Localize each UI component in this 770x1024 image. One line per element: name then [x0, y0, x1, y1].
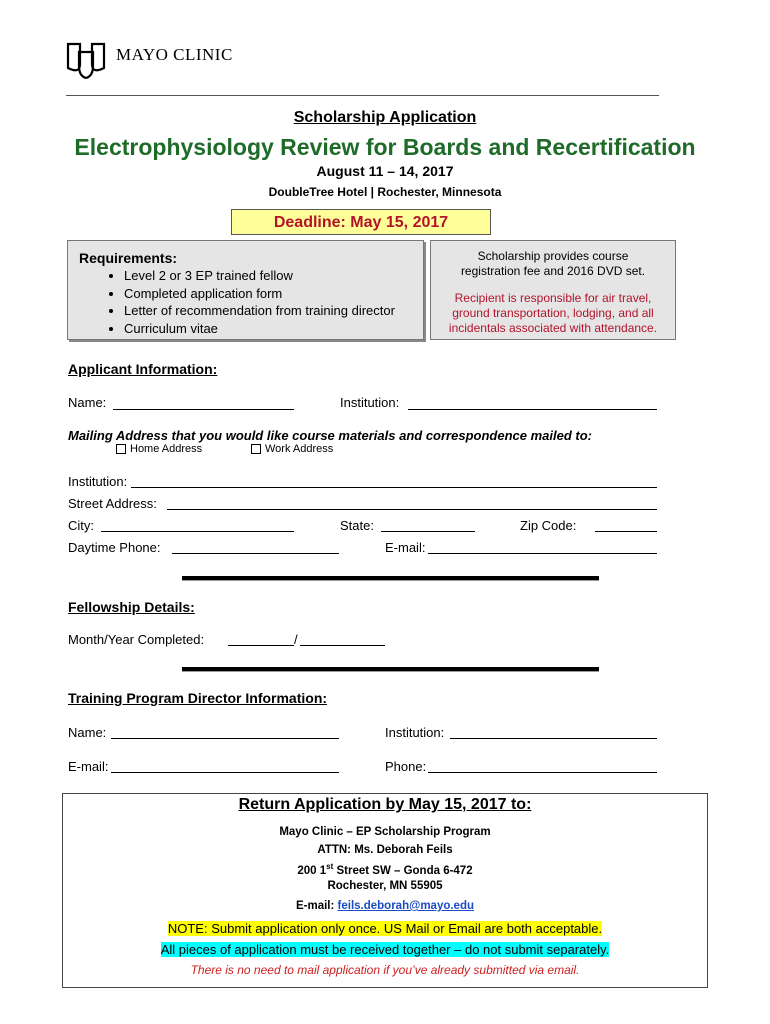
month-year-completed-label: Month/Year Completed:	[68, 632, 205, 647]
return-address-line-1: Mayo Clinic – EP Scholarship Program	[279, 826, 491, 838]
state-label: State:	[340, 518, 374, 533]
director-institution-label: Institution:	[385, 725, 445, 740]
city-field[interactable]	[101, 531, 294, 532]
daytime-phone-field[interactable]	[172, 553, 339, 554]
director-name-label: Name:	[68, 725, 107, 740]
requirements-box	[67, 240, 424, 340]
director-phone-field[interactable]	[428, 772, 657, 773]
applicant-name-label: Name:	[68, 395, 107, 410]
work-address-checkbox[interactable]	[251, 444, 261, 454]
deadline-banner: Deadline: May 15, 2017	[231, 209, 491, 235]
address-institution-label: Institution:	[68, 474, 128, 489]
return-address-line-2: ATTN: Ms. Deborah Feils	[317, 844, 453, 856]
zip-code-field[interactable]	[595, 531, 657, 532]
daytime-phone-label: Daytime Phone:	[68, 540, 161, 555]
scholarship-info-box	[430, 240, 676, 340]
street-ordinal: st	[326, 862, 334, 871]
requirements-list	[76, 267, 395, 337]
work-address-label: Work Address	[265, 443, 334, 455]
fellowship-section-heading: Fellowship Details:	[68, 599, 195, 615]
note-submit-once	[63, 921, 707, 936]
mayo-shield-icon	[66, 42, 106, 80]
form-type-heading: Scholarship Application	[293, 109, 477, 126]
section-divider	[182, 576, 599, 581]
note-submit-once-text: NOTE: Submit application only once. US Mail or Email are both acceptable.	[167, 921, 603, 936]
note-submit-together	[63, 942, 707, 957]
applicant-email-label: E-mail:	[385, 540, 426, 555]
return-email-line	[63, 900, 707, 912]
street-address-field[interactable]	[167, 509, 657, 510]
home-address-label: Home Address	[130, 443, 203, 455]
return-application-box	[62, 793, 708, 988]
list-item: • Level 2 or 3 EP trained fellow	[124, 267, 395, 285]
director-name-field[interactable]	[111, 738, 339, 739]
email-prefix: E-mail:	[295, 900, 338, 912]
home-address-checkbox[interactable]	[116, 444, 126, 454]
return-address-line-3	[63, 862, 707, 877]
state-field[interactable]	[381, 531, 475, 532]
list-item: • Letter of recommendation from training director	[124, 302, 395, 320]
director-institution-field[interactable]	[450, 738, 657, 739]
scholarship-provides-text: Scholarship provides course registration fee and 2016 DVD set.	[460, 249, 646, 278]
return-address-line-4: Rochester, MN 55905	[327, 880, 443, 892]
list-item: • Completed application form	[124, 285, 395, 303]
street-name: Street SW – Gonda 6-472	[333, 864, 473, 877]
street-address-label: Street Address:	[68, 496, 157, 511]
zip-code-label: Zip Code:	[520, 518, 577, 533]
applicant-institution-label: Institution:	[340, 395, 400, 410]
month-completed-field[interactable]	[228, 645, 294, 646]
director-phone-label: Phone:	[385, 759, 427, 774]
applicant-section-heading: Applicant Information:	[68, 361, 218, 377]
requirements-title: Requirements:	[79, 250, 178, 266]
address-institution-field[interactable]	[131, 487, 657, 488]
event-dates: August 11 – 14, 2017	[316, 163, 454, 179]
date-separator: /	[294, 632, 298, 647]
scholarship-responsibility-text: Recipient is responsible for air travel, ground transportation, lodging, and all incidentals associated with attendance.	[448, 291, 658, 335]
street-number: 200 1	[297, 864, 327, 877]
page-title: Electrophysiology Review for Boards and Recertification	[74, 134, 696, 160]
applicant-institution-field[interactable]	[408, 409, 657, 410]
event-venue: DoubleTree Hotel | Rochester, Minnesota	[268, 185, 502, 199]
header-divider	[66, 95, 659, 96]
director-email-label: E-mail:	[68, 759, 109, 774]
city-label: City:	[68, 518, 94, 533]
list-item: • Curriculum vitae	[124, 320, 395, 338]
year-completed-field[interactable]	[300, 645, 385, 646]
director-section-heading: Training Program Director Information:	[68, 690, 328, 706]
note-no-mail-needed: There is no need to mail application if you’ve already submitted via email.	[190, 963, 580, 977]
applicant-email-field[interactable]	[428, 553, 657, 554]
director-email-field[interactable]	[111, 772, 339, 773]
logo-text: MAYO CLINIC	[116, 45, 233, 64]
email-link[interactable]: feils.deborah@mayo.edu	[337, 900, 474, 912]
section-divider	[182, 667, 599, 672]
return-heading: Return Application by May 15, 2017 to:	[238, 796, 532, 813]
mailing-address-note: Mailing Address that you would like course materials and correspondence mailed to:	[68, 428, 592, 443]
note-submit-together-text: All pieces of application must be received together – do not submit separately.	[160, 942, 610, 957]
applicant-name-field[interactable]	[113, 409, 294, 410]
